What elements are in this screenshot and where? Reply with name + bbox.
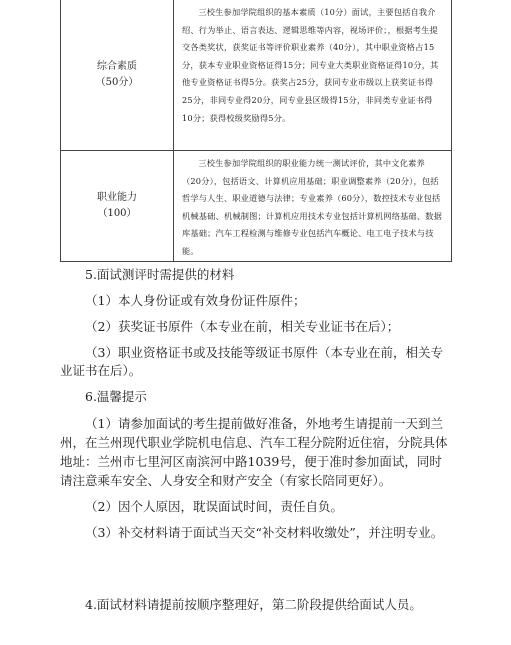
row-description: 三校生参加学院组织的职业能力统一测试评价，其中文化素养（20分），包括语文、计算机应用基础；职业调整素养（20分），包括哲学与人生、职业道德与法律；专业素养（60分），数控技术专业包括机械基础、机械制图；计算机应用技术专业包括计算机网络基础、数据库基础；汽车工程检测与维修专业包括汽车概论、电工电子技术与技能。 — [182, 158, 443, 256]
section-heading: 4.面试材料请提前按顺序整理好，第二阶段提供给面试人员。 — [85, 597, 422, 612]
score-table — [60, 0, 452, 262]
row-description-cell — [174, 151, 451, 261]
list-item: （3）职业资格证书或及技能等级证书原件（本专业在前，相关专业证书在后）。 — [60, 345, 443, 378]
list-item: （3）补交材料请于面试当天交“补交材料收缴处”，并注明专业。 — [85, 525, 444, 540]
list-item: （1）本人身份证或有效身份证件原件； — [85, 293, 306, 308]
row-description-cell — [174, 0, 451, 150]
list-item: （2）因个人原因，耽误面试时间，责任自负。 — [85, 499, 343, 514]
list-item: （1）请参加面试的考生提前做好准备，外地考生请提前一天到兰州，在兰州现代职业学院机电信息、汽车工程分院附近住宿，分院具体地址：兰州市七里河区南滨河中路1039号，便于准时参加面试，同时请注意乘车安全、人身安全和财产安全（有家长陪同更好）。 — [60, 416, 448, 488]
table-row-vocational — [61, 150, 451, 261]
row-label: 综合素质 — [97, 61, 137, 72]
row-label-cell — [61, 0, 174, 150]
row-label: 职业能力 — [97, 192, 137, 203]
section-heading: 6.温馨提示 — [85, 389, 147, 404]
row-label-cell — [61, 151, 174, 261]
section-heading: 5.面试测评时需提供的材料 — [85, 267, 235, 282]
section-tips — [60, 388, 452, 542]
section-materials — [60, 266, 452, 380]
section-note — [60, 596, 452, 614]
table-row-comprehensive — [61, 0, 451, 150]
row-score: （100） — [97, 208, 137, 219]
row-score: （50分） — [95, 77, 139, 88]
row-description: 三校生参加学院组织的基本素质（10分）面试，主要包括自我介绍、行为举止、语言表达、逻辑思维等内容，视场评价；，根据考生提交各类奖状，获奖证书等评价职业素养（40分），其中职业资格占15分，获本专业职业资格证得15分；同专业大类职业资格证得10分，其他专业资格证书得5分。获奖占25分，获同专业市级以上获奖证书得25分，非同专业得20分，同专业县区级得15分，非同类专业证书得10分；获得校级奖励得5分。 — [182, 7, 439, 123]
list-item: （2）获奖证书原件（本专业在前，相关专业证书在后）； — [85, 319, 400, 334]
